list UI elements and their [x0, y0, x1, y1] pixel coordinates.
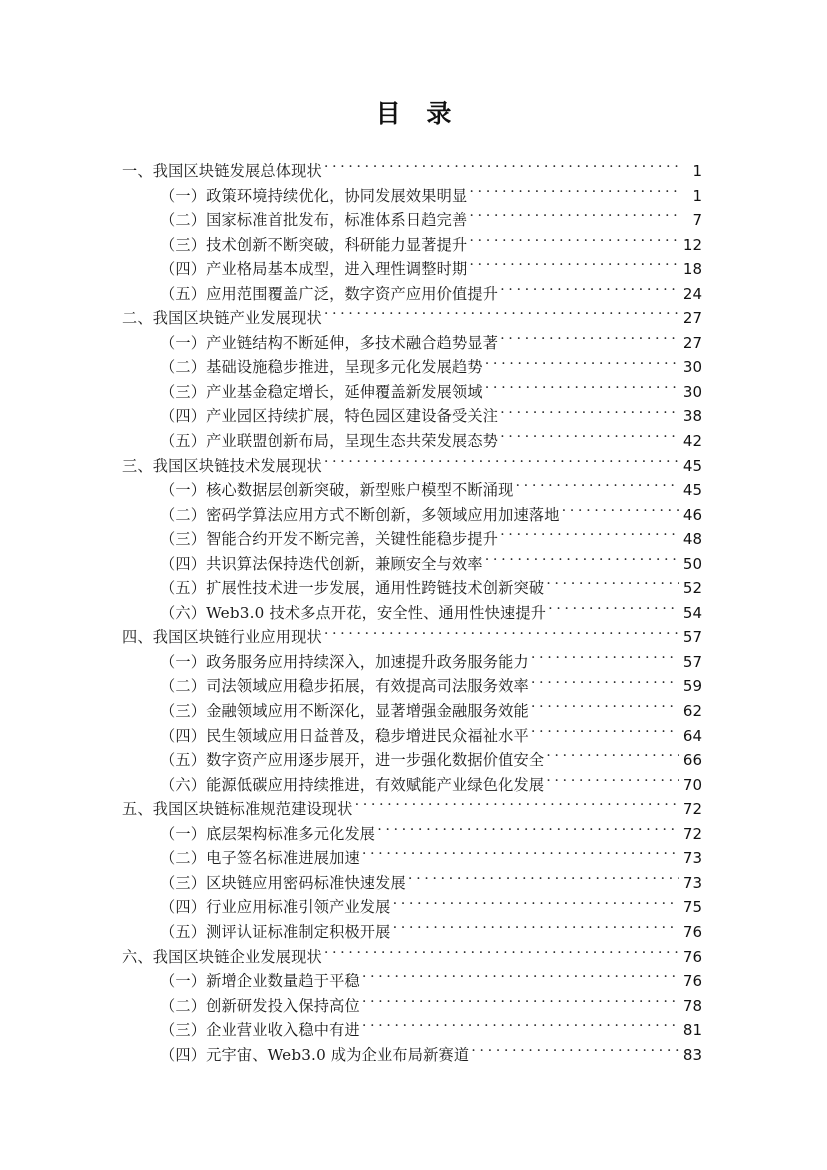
toc-entry[interactable]: [122, 871, 702, 896]
toc-dot-leader: [355, 799, 679, 814]
toc-dot-leader: [562, 504, 679, 519]
toc-entry[interactable]: [122, 159, 702, 184]
toc-entry-page-number: 7: [692, 211, 702, 230]
toc-dot-leader: [324, 308, 679, 323]
toc-entry-label: （一）核心数据层创新突破，新型账户模型不断涌现: [160, 481, 514, 500]
toc-entry-label: （二）密码学算法应用方式不断创新，多领域应用加速落地: [160, 505, 560, 524]
toc-dot-leader: [362, 1020, 679, 1035]
toc-entry-label: （五）数字资产应用逐步展开，进一步强化数据价值安全: [160, 751, 545, 770]
toc-entry-page-number: 72: [682, 824, 702, 843]
toc-entry-label: （四）产业格局基本成型，进入理性调整时期: [160, 260, 468, 279]
toc-dot-leader: [485, 554, 679, 569]
toc-entry[interactable]: [122, 846, 702, 871]
toc-entry-page-number: 76: [682, 972, 702, 991]
toc-entry-label: 一、我国区块链发展总体现状: [122, 162, 322, 180]
toc-entry-page-number: 1: [692, 186, 702, 205]
toc-entry-label: （一）底层架构标准多元化发展: [160, 824, 376, 843]
toc-entry[interactable]: [122, 478, 702, 503]
toc-entry[interactable]: [122, 184, 702, 209]
toc-dot-leader: [546, 578, 679, 593]
toc-entry[interactable]: [122, 994, 702, 1019]
toc-dot-leader: [408, 873, 679, 888]
toc-dot-leader: [362, 995, 679, 1010]
toc-entry-page-number: 73: [682, 849, 702, 868]
toc-entry-page-number: 76: [682, 922, 702, 941]
toc-entry-page-number: 70: [682, 775, 702, 794]
toc-entry-label: 二、我国区块链产业发展现状: [122, 309, 322, 328]
toc-entry-page-number: 83: [682, 1045, 702, 1064]
toc-dot-leader: [324, 946, 679, 961]
toc-entry[interactable]: [122, 454, 702, 479]
toc-entry-page-number: 24: [682, 284, 702, 303]
toc-entry[interactable]: [122, 331, 702, 356]
toc-entry-page-number: 48: [682, 530, 702, 549]
toc-dot-leader: [471, 1045, 679, 1060]
toc-entry-page-number: 30: [682, 382, 702, 401]
toc-entry-page-number: 73: [682, 873, 702, 892]
toc-entry[interactable]: [122, 1043, 702, 1068]
toc-dot-leader: [485, 382, 679, 397]
toc-entry-label: （三）技术创新不断突破，科研能力显著提升: [160, 235, 468, 254]
toc-dot-leader: [500, 333, 679, 348]
toc-entry[interactable]: [122, 282, 702, 307]
toc-entry-label: （一）产业链结构不断延伸，多技术融合趋势显著: [160, 333, 499, 352]
toc-entry[interactable]: [122, 674, 702, 699]
toc-entry-label: （一）政务服务应用持续深入，加速提升政务服务能力: [160, 652, 529, 671]
toc-dot-leader: [531, 676, 679, 691]
toc-entry-page-number: 76: [682, 947, 702, 966]
toc-entry[interactable]: [122, 945, 702, 970]
toc-dot-leader: [469, 259, 679, 274]
toc-dot-leader: [324, 627, 679, 642]
toc-entry-label: （二）基础设施稳步推进，呈现多元化发展趋势: [160, 358, 483, 377]
toc-entry[interactable]: [122, 748, 702, 773]
toc-entry-label: （四）元宇宙、Web3.0 成为企业布局新赛道: [160, 1045, 470, 1064]
toc-dot-leader: [546, 774, 679, 789]
toc-entry-page-number: 64: [682, 726, 702, 745]
toc-dot-leader: [516, 480, 679, 495]
toc-dot-leader: [531, 725, 679, 740]
toc-entry-page-number: 45: [682, 481, 702, 500]
toc-entry-label: （四）产业园区持续扩展，特色园区建设备受关注: [160, 407, 499, 426]
toc-entry-page-number: 50: [682, 554, 702, 573]
toc-entry[interactable]: [122, 404, 702, 429]
toc-entry[interactable]: [122, 895, 702, 920]
toc-entry-page-number: 27: [682, 309, 702, 328]
toc-dot-leader: [362, 848, 679, 863]
toc-entry[interactable]: [122, 306, 702, 331]
toc-entry-page-number: 59: [682, 677, 702, 696]
toc-entry-label: （二）国家标准首批发布，标准体系日趋完善: [160, 211, 468, 230]
toc-entry[interactable]: [122, 233, 702, 258]
toc-entry[interactable]: [122, 601, 702, 626]
toc-entry-page-number: 27: [682, 333, 702, 352]
toc-dot-leader: [500, 406, 679, 421]
toc-entry[interactable]: [122, 208, 702, 233]
page-title: 目 录: [375, 99, 460, 128]
toc-entry-label: 四、我国区块链行业应用现状: [122, 628, 322, 647]
toc-dot-leader: [362, 971, 679, 986]
toc-dot-leader: [469, 210, 679, 225]
toc-entry-label: （二）电子签名标准进展加速: [160, 849, 360, 868]
toc-entry-page-number: 30: [682, 358, 702, 377]
toc-entry-label: 六、我国区块链企业发展现状: [122, 947, 322, 966]
toc-entry-label: （二）司法领域应用稳步拓展，有效提高司法服务效率: [160, 677, 529, 696]
toc-entry[interactable]: [122, 797, 702, 822]
toc-dot-leader: [469, 185, 679, 200]
toc-entry-page-number: 62: [682, 702, 702, 721]
toc-dot-leader: [531, 701, 679, 716]
toc-entry-label: （六）能源低碳应用持续推进，有效赋能产业绿色化发展: [160, 775, 545, 794]
toc-entry-label: （四）共识算法保持迭代创新，兼顾安全与效率: [160, 554, 483, 573]
toc-dot-leader: [548, 603, 679, 618]
toc-entry-label: （五）应用范围覆盖广泛，数字资产应用价值提升: [160, 284, 499, 303]
toc-dot-leader: [500, 284, 679, 299]
toc-entry[interactable]: [122, 625, 702, 650]
toc-dot-leader: [485, 357, 679, 372]
toc-entry-page-number: 12: [682, 235, 702, 254]
toc-entry-page-number: 45: [682, 456, 702, 475]
toc-entry[interactable]: [122, 699, 702, 724]
toc-dot-leader: [531, 652, 679, 667]
toc-entry-label: （三）金融领域应用不断深化，显著增强金融服务效能: [160, 702, 529, 721]
toc-entry[interactable]: [122, 380, 702, 405]
toc-entry-label: （一）新增企业数量趋于平稳: [160, 972, 360, 991]
toc-entry[interactable]: [122, 503, 702, 528]
toc-entry[interactable]: [122, 552, 702, 577]
toc-entry-page-number: 42: [682, 432, 702, 451]
toc-entry-page-number: 66: [682, 751, 702, 770]
toc-entry-label: （四）行业应用标准引领产业发展: [160, 898, 391, 917]
toc-entry-label: （三）区块链应用密码标准快速发展: [160, 873, 406, 892]
toc-entry-label: （二）创新研发投入保持高位: [160, 996, 360, 1015]
toc-dot-leader: [377, 824, 679, 839]
toc-dot-leader: [546, 750, 679, 765]
toc-entry[interactable]: [122, 355, 702, 380]
toc-entry[interactable]: [122, 724, 702, 749]
toc-dot-leader: [324, 455, 679, 470]
toc-entry[interactable]: [122, 822, 702, 847]
toc-dot-leader: [393, 897, 679, 912]
toc-entry-page-number: 72: [682, 800, 702, 819]
toc-entry-label: （三）产业基金稳定增长，延伸覆盖新发展领域: [160, 382, 483, 401]
toc-entry-page-number: 52: [682, 579, 702, 598]
toc-entry-page-number: 57: [682, 628, 702, 647]
toc-entry-page-number: 54: [682, 603, 702, 622]
toc-entry-page-number: 81: [682, 1021, 702, 1040]
table-of-contents: [122, 159, 702, 1067]
toc-entry-label: （四）民生领域应用日益普及，稳步增进民众福祉水平: [160, 726, 529, 745]
toc-entry[interactable]: [122, 650, 702, 675]
toc-entry-page-number: 18: [682, 260, 702, 279]
toc-entry-page-number: 75: [682, 898, 702, 917]
toc-entry[interactable]: [122, 920, 702, 945]
toc-entry-page-number: 46: [682, 505, 702, 524]
toc-entry-label: （三）企业营业收入稳中有进: [160, 1021, 360, 1040]
toc-entry-page-number: 1: [692, 162, 702, 180]
toc-entry[interactable]: [122, 429, 702, 454]
toc-entry[interactable]: [122, 969, 702, 994]
toc-entry[interactable]: [122, 257, 702, 282]
toc-entry-label: （五）产业联盟创新布局，呈现生态共荣发展态势: [160, 432, 499, 451]
toc-dot-leader: [393, 922, 679, 937]
toc-entry[interactable]: [122, 576, 702, 601]
toc-dot-leader: [324, 161, 679, 176]
toc-entry-label: （五）扩展性技术进一步发展，通用性跨链技术创新突破: [160, 579, 545, 598]
toc-entry-page-number: 57: [682, 652, 702, 671]
toc-entry-label: 五、我国区块链标准规范建设现状: [122, 800, 353, 819]
toc-entry[interactable]: [122, 1018, 702, 1043]
toc-entry-label: （三）智能合约开发不断完善，关键性能稳步提升: [160, 530, 499, 549]
toc-entry-label: （五）测评认证标准制定积极开展: [160, 922, 391, 941]
toc-dot-leader: [500, 529, 679, 544]
toc-entry-label: 三、我国区块链技术发展现状: [122, 456, 322, 475]
toc-dot-leader: [469, 234, 679, 249]
toc-entry-page-number: 78: [682, 996, 702, 1015]
toc-entry-label: （一）政策环境持续优化，协同发展效果明显: [160, 186, 468, 205]
toc-entry[interactable]: [122, 773, 702, 798]
toc-entry-label: （六）Web3.0 技术多点开花，安全性、通用性快速提升: [160, 603, 547, 622]
toc-dot-leader: [500, 431, 679, 446]
toc-entry-page-number: 38: [682, 407, 702, 426]
toc-entry[interactable]: [122, 527, 702, 552]
